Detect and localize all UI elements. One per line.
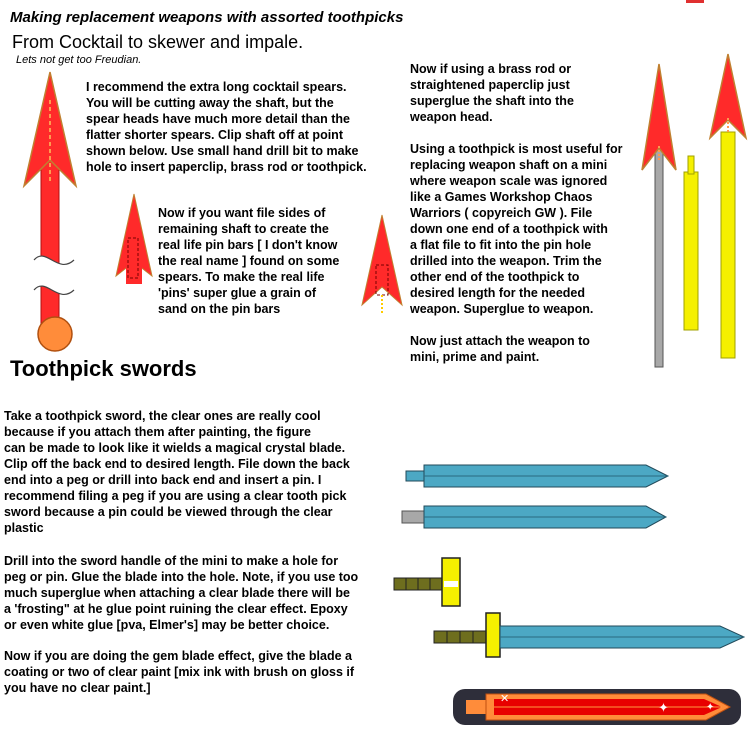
spear-head xyxy=(362,215,402,305)
blade-peg xyxy=(406,471,426,481)
section-heading-toothpick-swords: Toothpick swords xyxy=(10,356,197,381)
toothpick-peg xyxy=(688,156,694,174)
sparkle-icon: ✦ xyxy=(658,701,669,716)
paragraph-pin-bars: Now if you want file sides of remaining shaft to create the real life pin bars [ I don't know the real name ] found on some spears. To make the real life 'pins' super glue a grain of sand on the pin bars xyxy=(158,206,340,316)
paragraph-cocktail-spears: I recommend the extra long cocktail spears. You will be cutting away the shaft, but the spear heads have much more detail than the flatter shorter spears. Clip shaft off at point shown below. Use small hand drill bit to make hole to insert paperclip, brass rod or toothpick. xyxy=(86,80,367,174)
paragraph-gem-blade: Now if you are doing the gem blade effect, give the blade a coating or two of clear paint [mix ink with brush on gloss if you have no clear paint.] xyxy=(4,649,355,695)
metal-rod xyxy=(655,142,663,367)
paragraph-attach-weapon: Now just attach the weapon to mini, prime and paint. xyxy=(410,334,590,364)
sword-handle-hole-illustration xyxy=(392,556,472,611)
gem-blade-sword-illustration xyxy=(452,688,744,728)
sparkle-icon: ✦ xyxy=(706,702,715,713)
paragraph-toothpick-sword: Take a toothpick sword, the clear ones are really cool because if you attach them after painting, the figure can be made to look like it wields a magical crystal blade. Clip off the back end to desired length. File down the back end into a peg or drill into back end and insert a pin. I recommend filing a peg if you are using a clear tooth pick sword because a pin could be viewed through the clear plastic xyxy=(4,409,350,535)
spear-head-cut-illustration xyxy=(112,192,162,292)
toothpick-shaft xyxy=(721,132,735,358)
page-subtitle: From Cocktail to skewer and impale. xyxy=(12,32,304,52)
drilled-hole xyxy=(444,581,458,587)
spear-on-toothpick-illustration xyxy=(704,52,748,362)
toothpick-piece-illustration xyxy=(680,154,704,334)
sparkle-icon: ✕ xyxy=(500,692,510,705)
long-cocktail-spear-illustration xyxy=(18,70,88,360)
corner-mark xyxy=(686,0,704,3)
paragraph-toothpick-shaft: Using a toothpick is most useful for replacing weapon shaft on a mini where weapon scale was ignored like a Games Workshop Chaos Warriors ( copyreich GW ). File down one end of a toothpick with a flat file to fit into the pin hole drilled into the weapon. Trim the other end of the toothpick to desired length for the needed weapon. Superglue to weapon. xyxy=(410,142,623,316)
page-title: Making replacement weapons with assorted toothpicks xyxy=(10,9,404,26)
spear-on-brass-rod-illustration xyxy=(640,62,680,372)
blade-peg xyxy=(466,700,488,714)
side-note: Lets not get too Freudian. xyxy=(16,54,142,66)
sword-blade-pin-illustration xyxy=(400,503,670,533)
sword-blade-peg-illustration xyxy=(404,462,674,492)
paragraph-drill-handle: Drill into the sword handle of the mini to make a hole for peg or pin. Glue the blade into the hole. Note, if you use too much superglue when attaching a clear blade there will be a 'frosting" at he glue point ruining the clear effect. Epoxy or even white glue [pva, Elmer's] may be better choice. xyxy=(4,554,359,632)
toothpick-shaft xyxy=(684,172,698,330)
paragraph-brass-rod: Now if using a brass rod or straightened paperclip just superglue the shaft into the weapon head. xyxy=(410,62,574,124)
assembled-sword-illustration xyxy=(432,611,750,661)
spear-head xyxy=(710,54,746,138)
metal-pin xyxy=(402,511,426,523)
spear-base-ball xyxy=(38,317,72,351)
crossguard xyxy=(486,613,500,657)
spear-head-pins-illustration xyxy=(360,213,410,313)
